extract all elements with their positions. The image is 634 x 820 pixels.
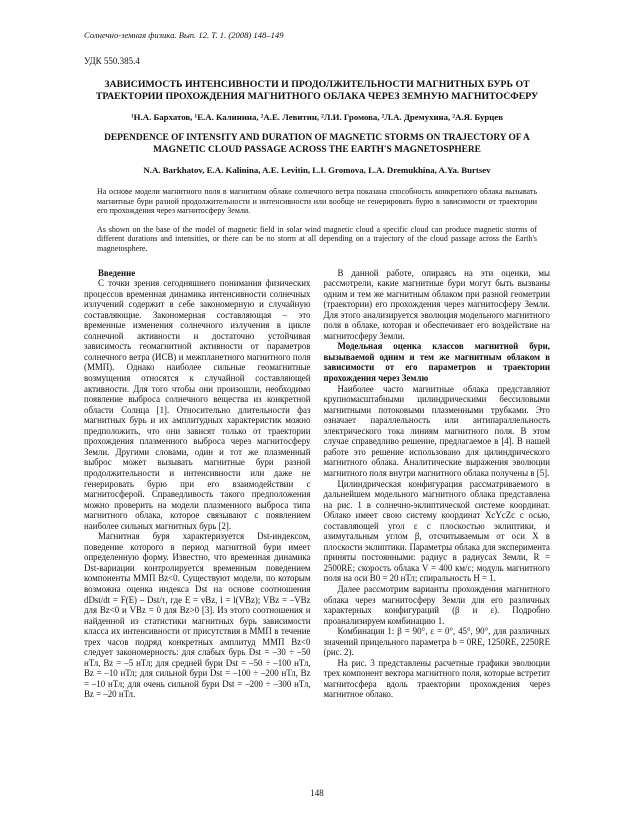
left-column (84, 268, 311, 700)
intro-heading: Введение (98, 267, 136, 278)
body-columns (84, 268, 550, 700)
right-paragraph-2: Цилиндрическая конфигурация рассматриваемого в дальнейшем модельного магнитного облака представлена на рис. 1 в солнечно-эклиптической системе координат. Облако имеет свою систему координат XcYcZc с осью, составляющей угол ε с плоскостью эклиптики, и азимутальным углом β, отсчитываемым от оси X в плоскости эклиптики. Параметры облака для эксперимента приняты постоянными: радиус в радиусах Земли, R = 2500RE; скорость облака V = 400 км/с; модуль магнитного поля на оси B0 = 20 нТл; спиральность H = 1. (323, 478, 550, 584)
abstract-en: As shown on the base of the model of magnetic field in solar wind magnetic cloud a specific cloud can produce magnetic storms of different durations and intensities, or there can be no storm at all depending on a trajectory of the cloud passage across the Earth's magnetosphere. (97, 224, 537, 253)
section-heading: Модельная оценка классов магнитной бури, вызываемой одним и тем же магнитным облаком в зависимости от его параметров и траектории прохождения через Землю (323, 341, 550, 384)
journal-header: Солнечно-земная физика. Вып. 12. Т. 1. (2008) 148–149 (84, 30, 284, 40)
right-paragraph-4: Комбинация 1: β = 90°, ε = 0°, 45°, 90°, для различных значений прицельного параметра b = 0RE, 1250RE, 2250RE (рис. 2). (323, 626, 550, 658)
paper-title-ru: ЗАВИСИМОСТЬ ИНТЕНСИВНОСТИ И ПРОДОЛЖИТЕЛЬНОСТИ МАГНИТНЫХ БУРЬ ОТ ТРАЕКТОРИИ ПРОХОЖДЕНИЯ МАГНИТНОГО ОБЛАКА ЧЕРЕЗ ЗЕМНУЮ МАГНИТОСФЕРУ (95, 79, 539, 102)
right-paragraph-1: Наиболее часто магнитные облака представляют крупномасштабными цилиндрическими бессиловыми магнитными потоковыми плазменными трубками. Это означает параллельность или антипараллельность электрического тока линиям магнитного поля. В этом случае справедливо решение, предлагаемое в [4]. В нашей работе это решение использовано для цилиндрического магнитного облака. Аналитические выражения эволюции магнитного поля внутри магнитного облака получены в [5]. (323, 383, 550, 478)
right-paragraph-5: На рис. 3 представлены расчетные графики эволюции трех компонент вектора магнитного поля, которые встретит магнитосфера вдоль траектории прохождения через магнитное облако. (323, 657, 550, 700)
udk-code: УДК 550.385.4 (84, 56, 140, 66)
abstract-ru: На основе модели магнитного поля в магнитном облаке солнечного ветра показана способность конкретного облака вызывать магнитные бури разной продолжительности и интенсивности или вообще не генерировать бурю в зависимости от траектории его прохождения через магнитосферу Земли. (97, 187, 537, 216)
right-paragraph-3: Далее рассмотрим варианты прохождения магнитного облака через магнитосферу Земли для его различных характерных конфигураций (β и ε). Подробно проанализируем комбинацию 1. (323, 583, 550, 626)
left-paragraph-1: С точки зрения сегодняшнего понимания физических процессов временная динамика интенсивности солнечных излучений содержит в себе закономерную и случайную составляющие. Закономерная составляющая – это временные изменения солнечного излучения в цикле солнечной активности и достаточно устойчивая зависимость геомагнитной активности от параметров солнечного ветра (ИСВ) и межпланетного магнитного поля (ММП). Однако наиболее сильные геомагнитные возмущения относятся к случайной составляющей активности. Для того чтобы они произошли, необходимо появление выброса солнечного вещества из конкретной области Солнца [1]. Относительно длительности фаз магнитных бурь и их амплитудных характеристик можно предположить, что они зависят только от траектории прохождения плазменного выброса через магнитосферу Земли. Другими словами, один и тот же плазменный выброс может вызывать магнитные бури разной продолжительности и интенсивности или даже не генерировать бурю при его взаимодействии с магнитосферой. Справедливость такого предположения можно проверить на модели плазменного выброса типа магнитного облака, которое связывают с появлением наиболее сильных магнитных бурь [2]. (84, 278, 311, 531)
right-paragraph-top: В данной работе, опираясь на эти оценки, мы рассмотрели, какие магнитные бури могут быть вызваны одним и тем же магнитным облаком при разной геометрии (траектории) его прохождения через магнитосферу Земли. Для этого анализируется эволюция модельного магнитного поля в облаке, которая и обеспечивает его воздействие на магнитосферу Земли. (323, 267, 550, 341)
authors-ru: ¹Н.А. Бархатов, ¹Е.А. Калинина, ²А.Е. Левитин, ²Л.И. Громова, ²Л.А. Дремухина, ²А.Я. Бурцев (131, 112, 503, 122)
right-column (324, 268, 551, 700)
left-paragraph-2: Магнитная буря характеризуется Dst-индексом, поведение которого в период магнитной бури имеет определенную форму. Известно, что временная динамика Dst-вариации контролируется временным поведением компоненты ММП Bz<0. Существуют модели, по которым возможна оценка индекса Dst на основе соотношения dDst/dt = F(E) – Dst/τ, где E = vBz, l = l(VBz); VBz = –VBz для Bz<0 и VBz = 0 для Bz>0 [3]. Из этого соотношения и найденной из статистики магнитных бурь зависимости класса их интенсивности от присутствия в ММП в течение трех часов подряд конкретных амплитуд ММП Bz<0 следует закономерность: для слабых бурь Dst = –30 ÷ –50 нТл, Bz = –5 нТл; для средней бури Dst = –50 ÷ –100 нТл, Bz = –10 нТл; для сильной бури Dst = –100 ÷ –200 нТл, Bz = –10 нТл; для очень сильной бури Dst = –200 ÷ –300 нТл, Bz = –20 нТл. (84, 531, 311, 700)
authors-en: N.A. Barkhatov, E.A. Kalinina, A.E. Levitin, L.I. Gromova, L.A. Dremukhina, A.Ya. Burtsev (143, 165, 491, 175)
paper-title-en: DEPENDENCE OF INTENSITY AND DURATION OF MAGNETIC STORMS ON TRAJECTORY OF A MAGNETIC CLOUD PASSAGE ACROSS THE EARTH'S MAGNETOSPHERE (104, 133, 530, 155)
page-number: 148 (310, 788, 324, 798)
